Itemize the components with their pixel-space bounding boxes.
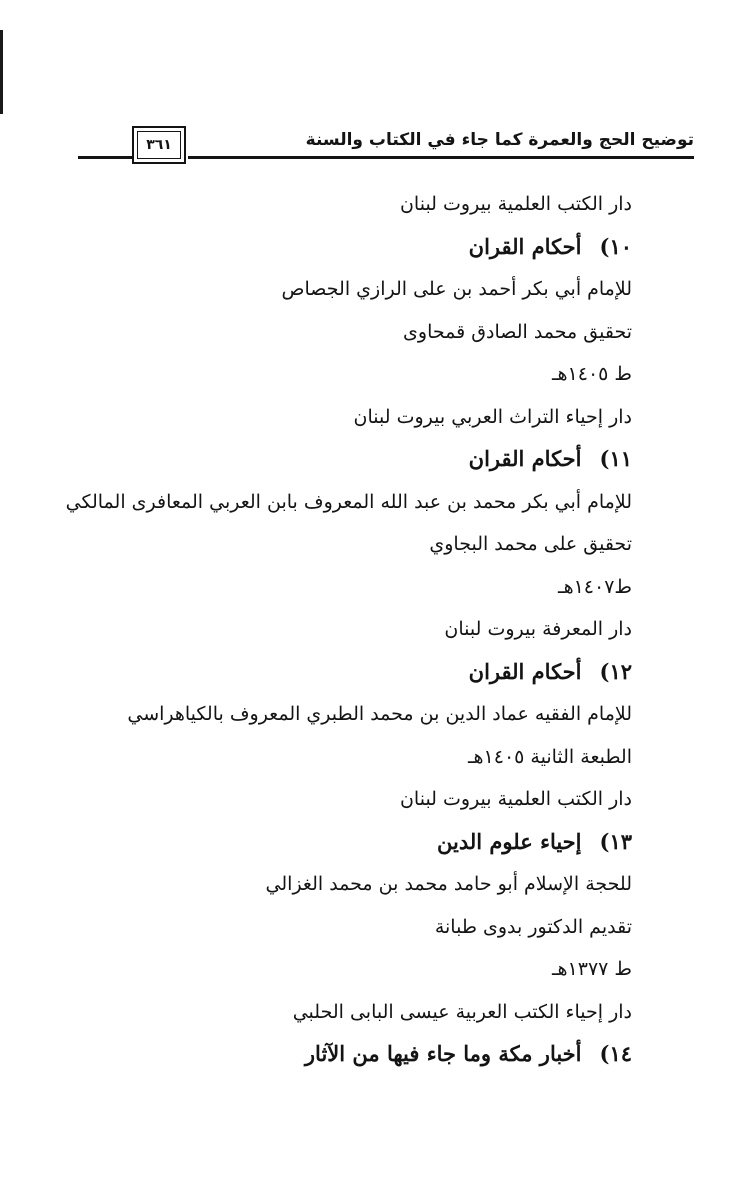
entry-title: أحكام القران bbox=[468, 233, 582, 259]
header-title: توضيح الحج والعمرة كما جاء في الكتاب والسنة bbox=[305, 130, 694, 150]
entry-heading bbox=[40, 651, 632, 694]
entry-paren: ) bbox=[599, 658, 610, 684]
entry-number: ١٤ bbox=[609, 1041, 632, 1066]
entry-detail-line: للإمام أبي بكر محمد بن عبد الله المعروف بابن العربي المعافرى المالكي bbox=[65, 490, 632, 513]
entry-number-wrap bbox=[598, 651, 633, 694]
entry-heading bbox=[40, 821, 632, 864]
page-edge-bar bbox=[0, 30, 3, 114]
entry-detail-line: ط ١٣٧٧هـ bbox=[551, 958, 632, 980]
entry-detail-line: دار إحياء الكتب العربية عيسى البابى الحلبي bbox=[292, 1000, 632, 1023]
entry-title: إحياء علوم الدين bbox=[437, 828, 582, 854]
entry-paren: ) bbox=[599, 1041, 610, 1066]
entry-number: ١٠ bbox=[609, 233, 632, 259]
entry-detail-line: ط١٤٠٧هـ bbox=[558, 575, 632, 598]
header-rule-right bbox=[188, 156, 694, 159]
entry-heading bbox=[40, 226, 632, 269]
entry-detail-line: تحقيق محمد الصادق قمحاوى bbox=[403, 320, 632, 343]
entry-number: ١٣ bbox=[609, 828, 632, 854]
entry-heading bbox=[40, 438, 632, 481]
entry-detail-line: تقديم الدكتور بدوى طبانة bbox=[434, 915, 632, 938]
entry-paren: ) bbox=[599, 828, 610, 854]
entry-title: أحكام القران bbox=[468, 446, 582, 471]
entry-detail-line: للإمام أبي بكر أحمد بن على الرازي الجصاص bbox=[281, 278, 632, 300]
entry-detail-line: للإمام الفقيه عماد الدين بن محمد الطبري المعروف بالكياهراسي bbox=[127, 703, 632, 725]
entry-detail-line: دار الكتب العلمية بيروت لبنان bbox=[399, 788, 632, 810]
page-number: ٣٦١ bbox=[137, 131, 181, 159]
entry-title: أخبار مكة وما جاء فيها من الآثار bbox=[304, 1041, 582, 1066]
entry-detail-line: دار إحياء التراث العربي بيروت لبنان bbox=[353, 405, 632, 428]
bibliography-list bbox=[40, 183, 632, 1076]
entry-number-wrap bbox=[598, 226, 633, 269]
entry-number-wrap bbox=[598, 438, 633, 481]
entry-detail-line: للحجة الإسلام أبو حامد محمد بن محمد الغزالي bbox=[265, 873, 632, 895]
entry-title: أحكام القران bbox=[468, 658, 582, 684]
entry-number-wrap bbox=[598, 1033, 633, 1076]
entry-detail-line: الطبعة الثانية ١٤٠٥هـ bbox=[467, 745, 632, 768]
header-rule-left bbox=[78, 156, 132, 159]
entry-heading bbox=[40, 1033, 632, 1076]
entry-paren: ) bbox=[599, 233, 610, 259]
entry-number-wrap bbox=[598, 821, 633, 864]
running-header bbox=[78, 124, 694, 170]
entry-detail-line: دار الكتب العلمية بيروت لبنان bbox=[399, 193, 632, 215]
entry-number: ١١ bbox=[609, 446, 632, 471]
entry-detail-line: تحقيق على محمد البجاوي bbox=[429, 533, 632, 555]
entry-detail-line: دار المعرفة بيروت لبنان bbox=[444, 618, 632, 640]
entry-paren: ) bbox=[599, 446, 610, 471]
page-number-box bbox=[132, 126, 186, 164]
entry-number: ١٢ bbox=[609, 658, 632, 684]
entry-detail-line: ط ١٤٠٥هـ bbox=[551, 363, 632, 385]
